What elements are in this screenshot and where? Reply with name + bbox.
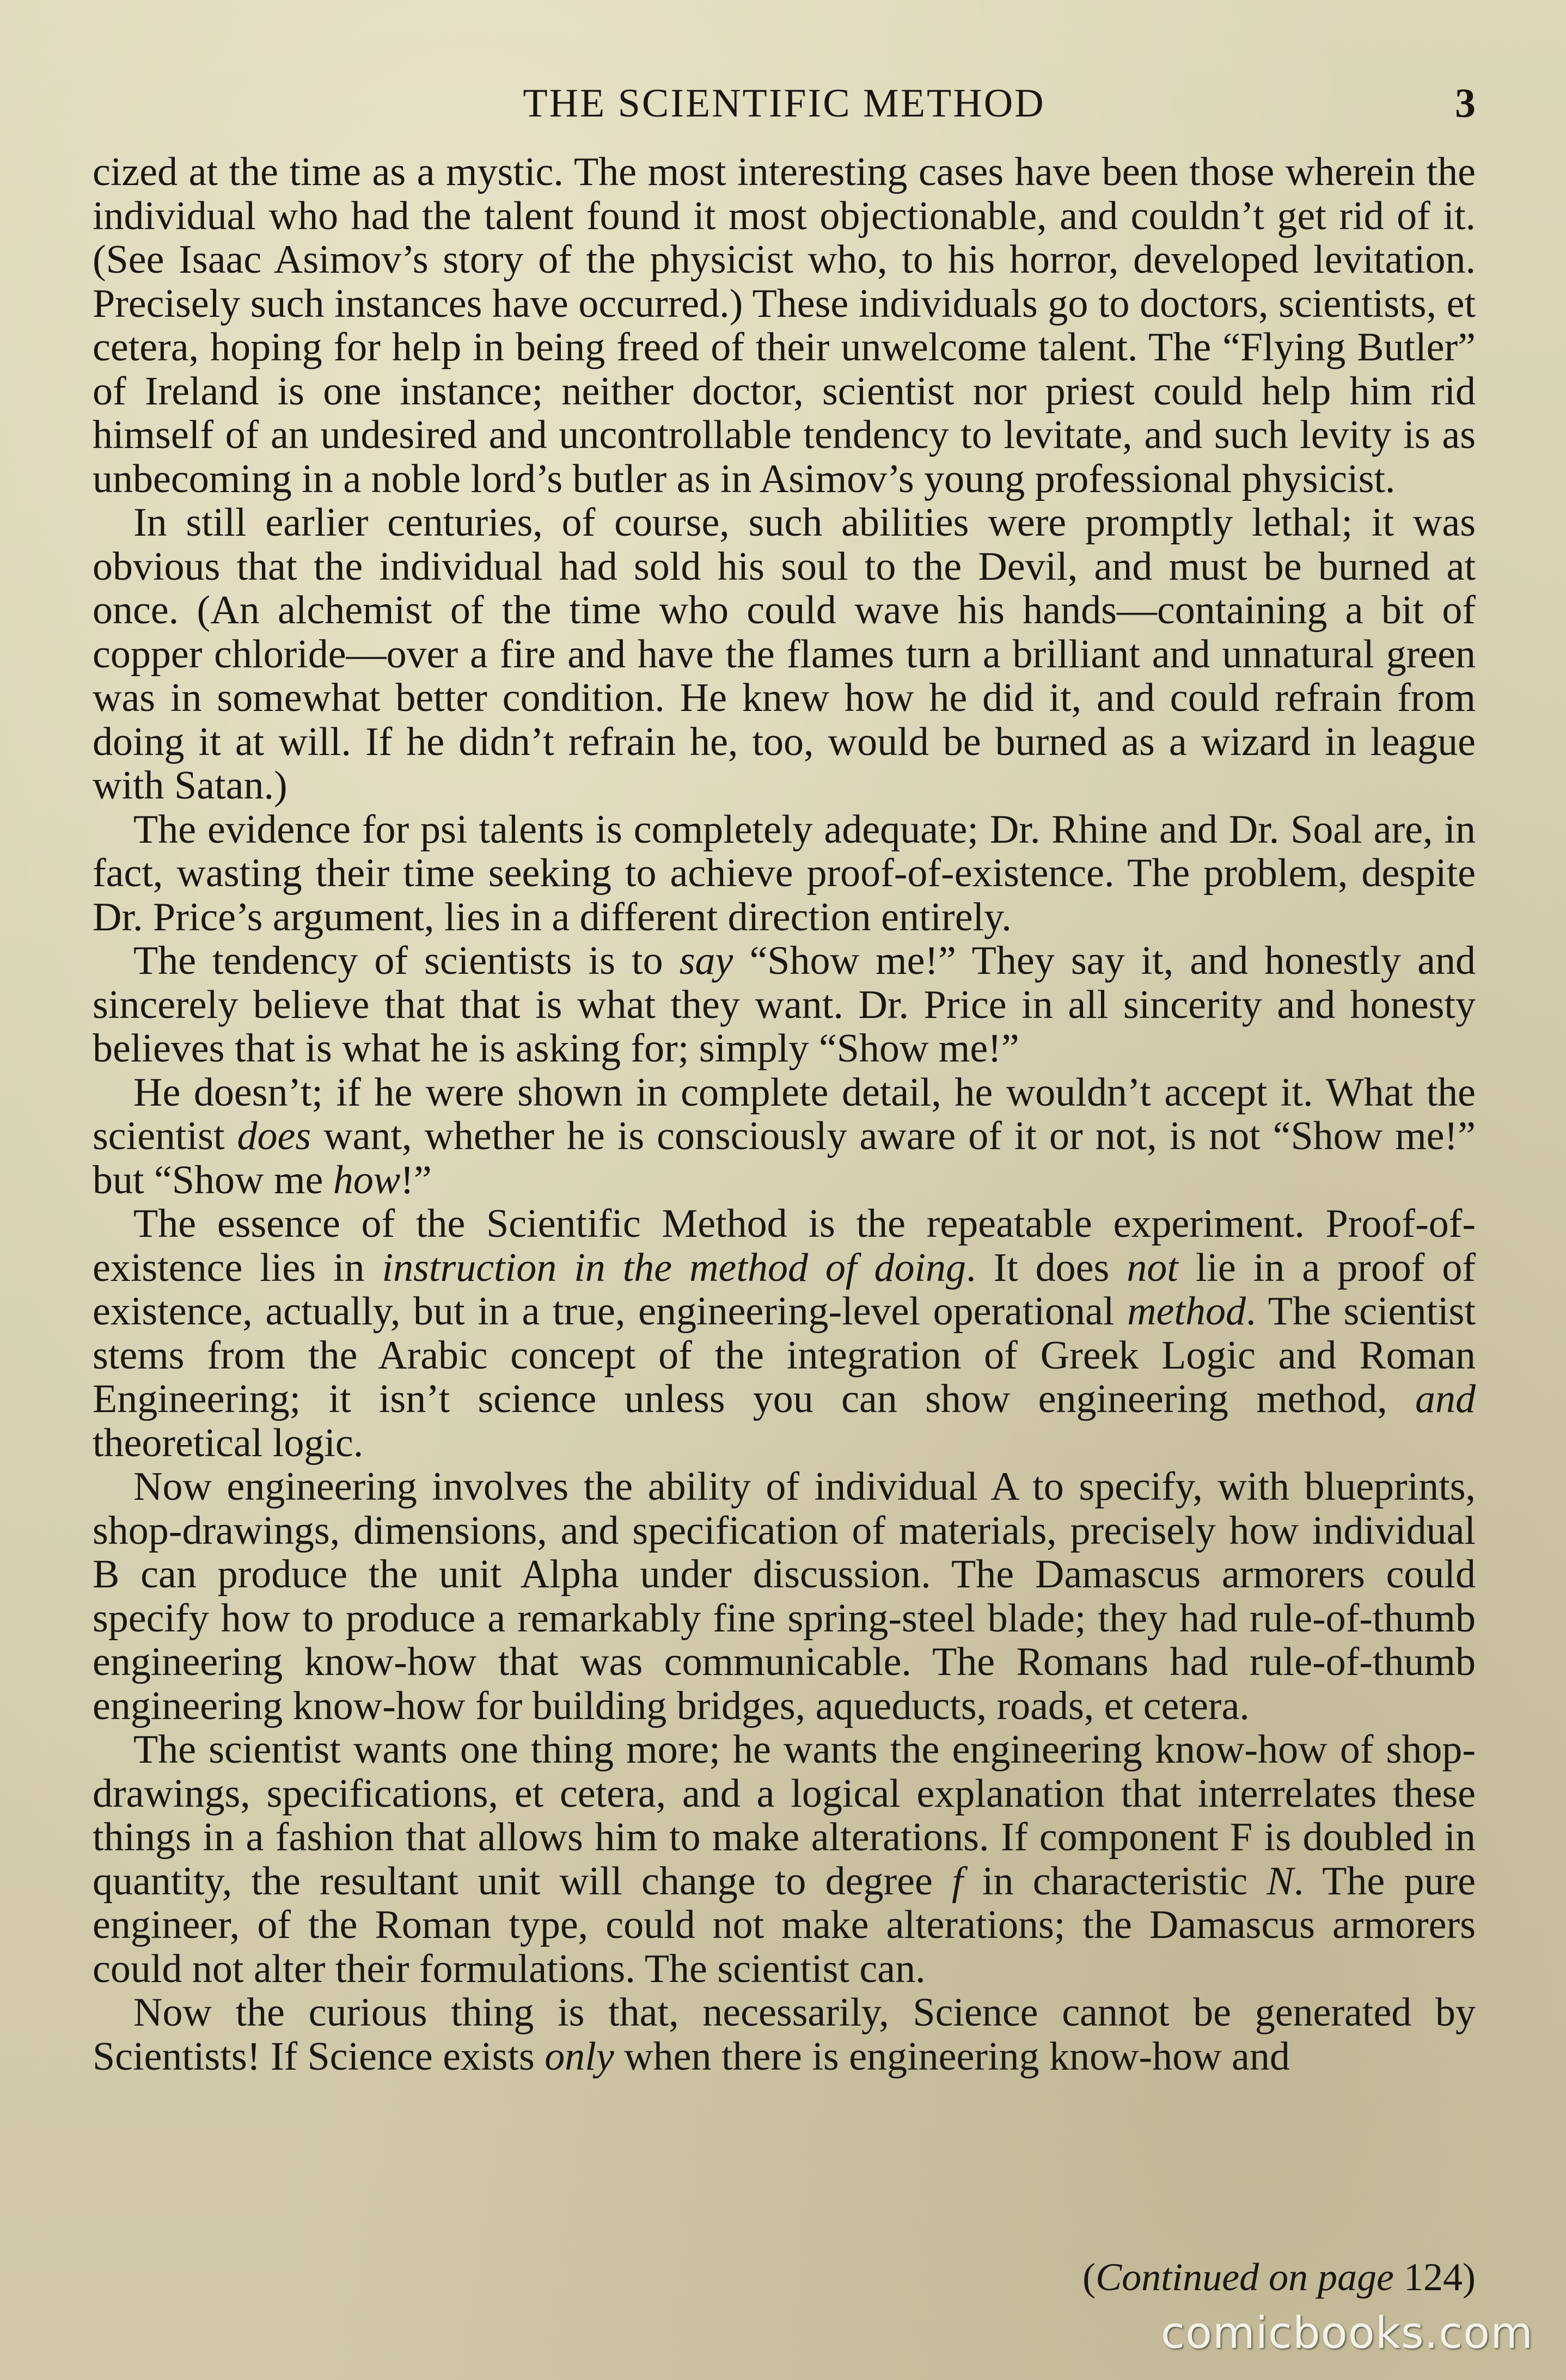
paragraph	[93, 1071, 1476, 1203]
continued-note	[93, 2254, 1476, 2301]
text-run: when there is engineering know-how and	[614, 2034, 1290, 2079]
paragraph	[93, 501, 1476, 808]
text-run: . It does	[966, 1245, 1127, 1290]
italic-text: N	[1267, 1858, 1294, 1904]
text-run: !”	[400, 1157, 432, 1203]
paragraph	[93, 939, 1476, 1071]
text-run: . The pure engineer, of the Roman type, could not make alterations; the Damascus armorers could not alter their formulations. The scientist can.	[93, 1858, 1476, 1991]
italic-text: not	[1127, 1245, 1178, 1290]
paragraph	[93, 150, 1476, 501]
italic-text: and	[1415, 1377, 1476, 1421]
paragraph	[93, 808, 1476, 940]
text-run: cized at the time as a mystic. The most interesting cases have been those wherein the individual who had the talent found it most objectionable, and couldn’t get rid of it. (See Isaac Asimov’s story of the physicist who, to his horror, developed levitation. Precisely such instances have occurred.) These individuals go to doctors, scientists, et cetera, hoping for help in being freed of their unwelcome talent. The “Flying Butler” of Ireland is one instance; neither doctor, scientist nor priest could help him rid himself of an undesired and uncontrollable tendency to levitate, and such levity is as unbecoming in a noble lord’s butler as in Asimov’s young professional physicist.	[93, 150, 1476, 501]
italic-text: f	[952, 1858, 963, 1904]
paragraph	[93, 1465, 1476, 1728]
text-run: He doesn’t; if he were shown in complete detail, he wouldn’t accept it. What the scientist	[93, 1070, 1476, 1158]
paragraph	[93, 1728, 1476, 1991]
text-run: The evidence for psi talents is completely adequate; Dr. Rhine and Dr. Soal are, in fact, wasting their time seeking to achieve proof-of-existence. The problem, despite Dr. Price’s argument, lies in a different direction entirely.	[93, 807, 1476, 940]
italic-text: method	[1127, 1289, 1246, 1334]
italic-text: say	[679, 938, 733, 983]
continued-label: Continued on page	[1096, 2255, 1394, 2299]
italic-text: only	[545, 2034, 614, 2079]
text-run: lie in a proof of existence, actually, but in a true, engineering-level operational	[93, 1245, 1476, 1334]
text-run: “Show me!” They say it, and honestly and sincerely believe that that is what they want. Dr. Price in all sincerity and honesty believes that is what he is asking for; simply “Show me!”	[93, 938, 1476, 1071]
paragraph	[93, 1991, 1476, 2078]
italic-text: how	[333, 1157, 401, 1203]
article-body	[93, 150, 1476, 2078]
continued-page-ref: 124)	[1394, 2255, 1476, 2299]
italic-text: does	[237, 1114, 311, 1158]
running-head: THE SCIENTIFIC METHOD	[523, 81, 1045, 126]
continued-open-paren: (	[1082, 2255, 1096, 2299]
text-run: In still earlier centuries, of course, such abilities were promptly lethal; it was obvious that the individual had sold his soul to the Devil, and must be burned at once. (An alchemist of the time who could wave his hands—containing a bit of copper chloride—over a fire and have the flames turn a brilliant and unnatural green was in somewhat better condition. He knew how he did it, and could refrain from doing it at will. If he didn’t refrain he, too, would be burned as a wizard in league with Satan.)	[93, 500, 1476, 808]
text-run: The scientist wants one thing more; he wants the engineering know-how of shop-drawings, specifications, et cetera, and a logical explanation that interrelates these things in a fashion that allows him to make alterations. If component F is doubled in quantity, the resultant unit will change to degree	[93, 1727, 1476, 1904]
text-run: theoretical logic.	[93, 1420, 364, 1465]
page-number: 3	[1455, 81, 1476, 126]
italic-text: instruction in the method of doing	[382, 1245, 966, 1290]
text-run: Now engineering involves the ability of individual A to specify, with blueprints, shop-drawings, dimensions, and specification of materials, precisely how individual B can produce the unit Alpha under discussion. The Damascus armorers could specify how to produce a remarkably fine spring-steel blade; they had rule-of-thumb engineering know-how that was communicable. The Romans had rule-of-thumb engineering know-how for building bridges, aqueducts, roads, et cetera.	[93, 1464, 1476, 1728]
text-run: The essence of the Scientific Method is the repeatable experiment. Proof-of-existence lies in	[93, 1201, 1476, 1290]
page-header	[93, 76, 1476, 131]
text-run: Now the curious thing is that, necessarily, Science cannot be generated by Scientists! If Science exists	[93, 1990, 1476, 2079]
text-run: . The scientist stems from the Arabic concept of the integration of Greek Logic and Roman Engineering; it isn’t science unless you can show engineering method,	[93, 1289, 1476, 1421]
text-run: want, whether he is consciously aware of it or not, is not “Show me!” but “Show me	[93, 1114, 1476, 1203]
text-run: in characteristic	[963, 1858, 1267, 1904]
paragraph	[93, 1202, 1476, 1465]
watermark: comicbooks.com	[1160, 2308, 1533, 2358]
text-run: The tendency of scientists is to	[133, 938, 680, 983]
